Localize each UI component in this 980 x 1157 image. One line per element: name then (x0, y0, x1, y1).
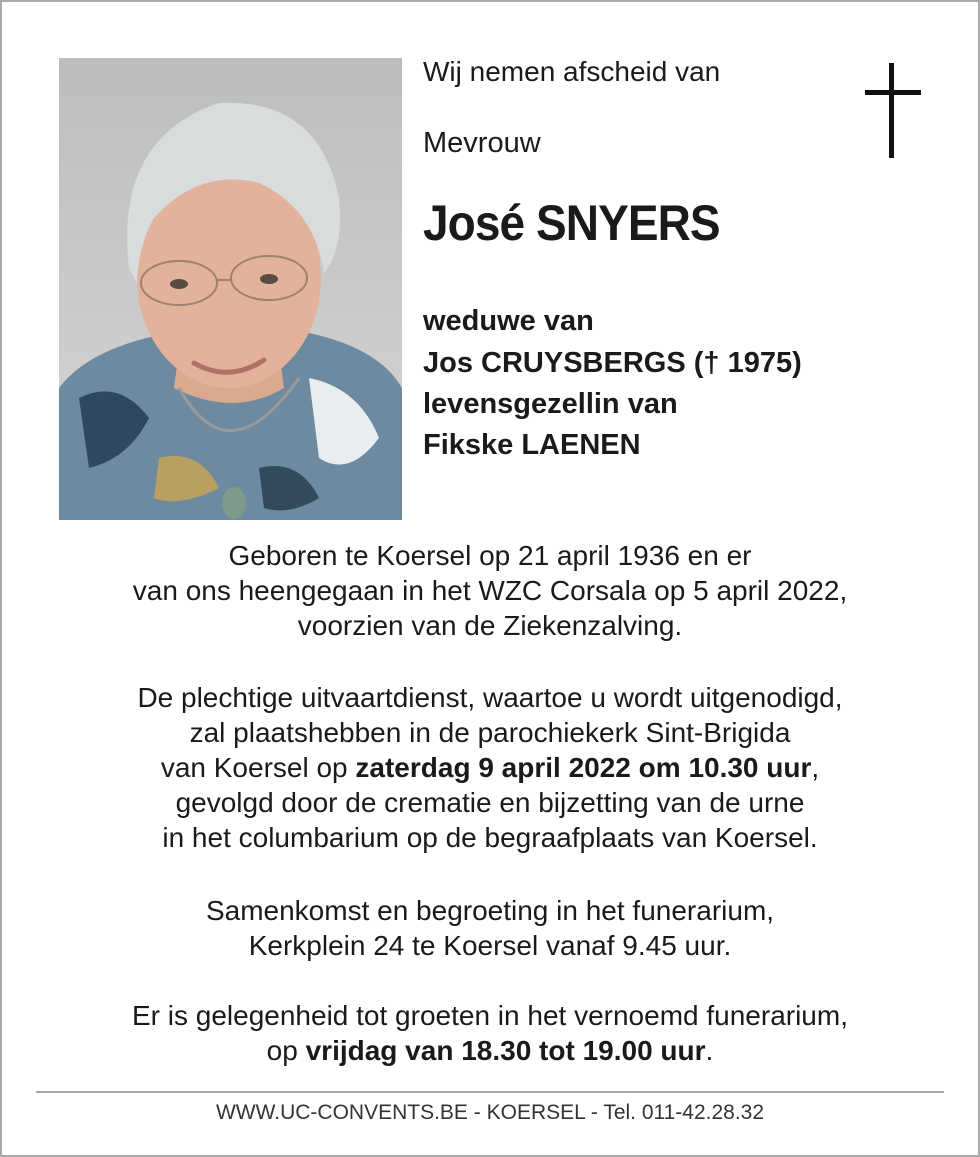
relation-line: levensgezellin van (423, 388, 678, 420)
honorific: Mevrouw (423, 127, 541, 159)
text-line: Kerkplein 24 te Koersel vanaf 9.45 uur. (248, 930, 732, 961)
text-segment: van Koersel op (160, 752, 356, 783)
portrait-photo (59, 58, 402, 520)
portrait-illustration (59, 58, 402, 520)
relation-line: Fikske LAENEN (423, 429, 641, 461)
text-line: in het columbarium op de begraafplaats van Koersel. (162, 822, 818, 853)
service-date: zaterdag 9 april 2022 om 10.30 uur (355, 752, 812, 783)
text-line: Geboren te Koersel op 21 april 1936 en er (228, 540, 752, 571)
text-line: De plechtige uitvaartdienst, waartoe u wordt uitgenodigd, (137, 682, 843, 713)
relation-line: Jos CRUYSBERGS († 1975) (423, 347, 802, 379)
relation-line: weduwe van (423, 305, 594, 337)
text-line: voorzien van de Ziekenzalving. (297, 610, 683, 641)
deceased-name: José SNYERS (423, 195, 720, 251)
text-line (0, 1033, 980, 1068)
text-line: van ons heengegaan in het WZC Corsala op 5 april 2022, (132, 575, 848, 606)
visitation-time: vrijdag van 18.30 tot 19.00 uur (305, 1035, 706, 1066)
service-paragraph (0, 680, 980, 855)
text-line (0, 750, 980, 785)
footer-contact: WWW.UC-CONVENTS.BE - KOERSEL - Tel. 011-42.28.32 (215, 1101, 765, 1124)
text-line: Samenkomst en begroeting in het funerarium, (205, 895, 775, 926)
text-segment: . (705, 1035, 714, 1066)
visitation-paragraph (0, 998, 980, 1068)
text-line: zal plaatshebben in de parochiekerk Sint-Brigida (189, 717, 791, 748)
birth-paragraph (0, 538, 980, 643)
intro-text: Wij nemen afscheid van (423, 56, 721, 87)
text-segment: op (266, 1035, 306, 1066)
gathering-paragraph (0, 893, 980, 963)
cross-icon (865, 63, 921, 158)
footer-divider (36, 1091, 944, 1093)
text-line: Er is gelegenheid tot groeten in het vernoemd funerarium, (132, 1000, 848, 1031)
text-line: gevolgd door de crematie en bijzetting van de urne (175, 787, 805, 818)
text-segment: , (811, 752, 820, 783)
